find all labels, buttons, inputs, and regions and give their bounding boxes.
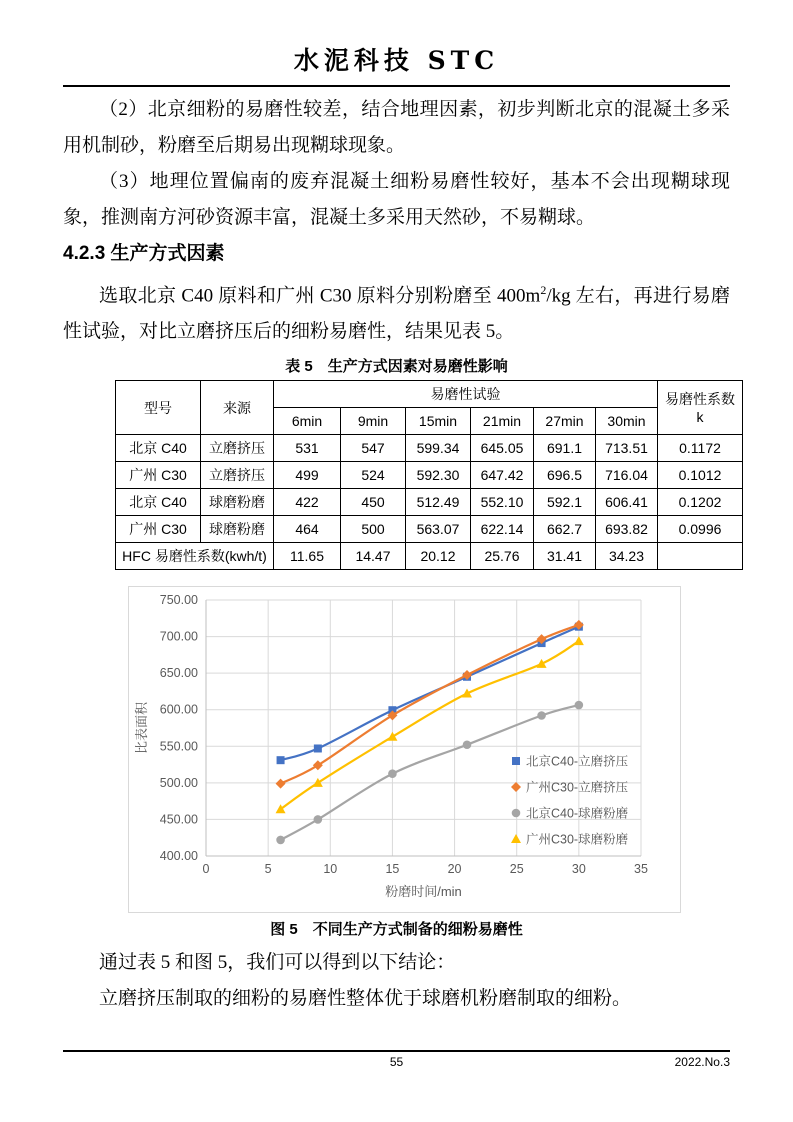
conclusion-point: 立磨挤压制取的细粉的易磨性整体优于球磨机粉磨制取的细粉。 [99,988,632,1010]
table-row [116,462,743,489]
x-axis-title: 粉磨时间/min [385,884,462,900]
cell-value: 31.41 [534,543,596,570]
cell-source: 立磨挤压 [201,462,274,489]
cell-value: 500 [341,516,406,543]
cell-value: 645.05 [471,435,534,462]
table-row [116,435,743,462]
column-header-test-group: 易磨性试验 [274,381,658,408]
cell-value: 25.76 [471,543,534,570]
cell-hfc-label: HFC 易磨性系数(kwh/t) [116,543,274,570]
cell-k: 0.1202 [658,489,743,516]
cell-value: 606.41 [596,489,658,516]
series-marker-diamond [511,782,521,792]
series-marker-square [314,745,322,753]
footer-rule [63,1050,730,1052]
cell-model: 北京 C40 [116,435,201,462]
page-footer [63,1050,730,1071]
table-row [116,489,743,516]
cell-value: 552.10 [471,489,534,516]
cell-value: 464 [274,516,341,543]
column-header-source: 来源 [201,381,274,435]
axis-label: 35 [634,862,648,877]
series-marker-circle [463,741,472,750]
legend-item-label: 北京C40-立磨挤压 [526,754,629,769]
paragraph-2: （2）北京细粉的易磨性较差，结合地理因素，初步判断北京的混凝土多采用机制砂，粉磨至后期易出现糊球现象。 [63,99,730,156]
cell-source: 球磨粉磨 [201,516,274,543]
axis-label: 10 [323,862,338,877]
cell-value: 512.49 [406,489,471,516]
axis-label: 0 [202,862,210,877]
section-heading: 4.2.3 生产方式因素 [63,243,225,264]
cell-value: 662.7 [534,516,596,543]
issue-label: 2022.No.3 [674,1055,730,1069]
legend-item-label: 北京C40-球磨粉磨 [526,806,629,821]
body-text [63,92,730,350]
axis-label: 15 [385,862,400,877]
conclusion-lead: 通过表 5 和图 5，我们可以得到以下结论： [99,952,456,974]
axis-label: 25 [509,862,524,877]
series-marker-circle [512,809,521,818]
cell-value: 696.5 [534,462,596,489]
series-marker-circle [314,815,323,824]
cell-value: 713.51 [596,435,658,462]
column-header-time: 27min [534,408,596,435]
legend-item-label: 广州C30-立磨挤压 [526,780,629,795]
axis-label: 550.00 [159,739,198,754]
cell-value: 450 [341,489,406,516]
cell-value: 14.47 [341,543,406,570]
superscript-2: 2 [540,283,547,297]
series-marker-circle [575,701,584,710]
table-caption: 表 5 生产方式因素对易磨性影响 [285,358,508,376]
cell-k: 0.0996 [658,516,743,543]
column-header-time: 9min [341,408,406,435]
series-marker-circle [537,712,546,721]
closing-text [63,945,730,1017]
series-marker-square [512,757,520,765]
cell-value: 647.42 [471,462,534,489]
cell-value: 599.34 [406,435,471,462]
cell-model: 广州 C30 [116,516,201,543]
header-rule [63,85,730,87]
legend-item-label: 广州C30-球磨粉磨 [526,832,629,847]
paragraph-3: （3）地理位置偏南的废弃混凝土细粉易磨性较好，基本不会出现糊球现象，推测南方河砂资源丰富，混凝土多采用天然砂，不易糊球。 [63,171,730,228]
cell-value: 691.1 [534,435,596,462]
grindability-table [115,380,743,570]
table-row [116,516,743,543]
cell-k-empty [658,543,743,570]
line-chart-svg [129,587,682,914]
intro-paragraph [63,272,730,350]
axis-label: 650.00 [159,666,198,681]
cell-source: 立磨挤压 [201,435,274,462]
cell-value: 592.30 [406,462,471,489]
cell-value: 422 [274,489,341,516]
table-header-row-1 [116,381,743,408]
axis-label: 400.00 [159,849,198,864]
column-header-time: 21min [471,408,534,435]
axis-label: 500.00 [159,776,198,791]
axis-label: 30 [571,862,586,877]
cell-k: 0.1012 [658,462,743,489]
line-chart [128,586,681,913]
table-row-hfc [116,543,743,570]
series-marker-circle [276,836,285,845]
cell-value: 499 [274,462,341,489]
series-marker-circle [388,770,397,779]
axis-label: 600.00 [159,703,198,718]
axis-label: 5 [264,862,272,877]
page-number: 55 [389,1055,404,1069]
axis-label: 700.00 [159,629,198,644]
cell-value: 11.65 [274,543,341,570]
series-marker-diamond [276,779,286,789]
cell-model: 北京 C40 [116,489,201,516]
series-marker-triangle [574,636,584,645]
cell-value: 34.23 [596,543,658,570]
y-axis-title: 比表面积 [134,702,149,755]
cell-value: 531 [274,435,341,462]
column-header-time: 6min [274,408,341,435]
cell-k: 0.1172 [658,435,743,462]
cell-value: 693.82 [596,516,658,543]
cell-source: 球磨粉磨 [201,489,274,516]
series-marker-square [277,757,285,765]
column-header-time: 15min [406,408,471,435]
cell-value: 592.1 [534,489,596,516]
cell-value: 524 [341,462,406,489]
column-header-time: 30min [596,408,658,435]
intro-text-suffix: /kg 左右，再进行易磨性试验，对比立磨挤压后的细粉易磨性，结果见表 5。 [63,285,730,343]
intro-text-prefix: 选取北京 C40 原料和广州 C30 原料分别粉磨至 400m [99,285,541,307]
journal-title: 水泥科技 STC [293,46,500,75]
cell-value: 547 [341,435,406,462]
cell-value: 20.12 [406,543,471,570]
series-marker-triangle [387,732,397,741]
cell-model: 广州 C30 [116,462,201,489]
column-header-model: 型号 [116,381,201,435]
figure-caption: 图 5 不同生产方式制备的细粉易磨性 [270,921,523,939]
column-header-k: 易磨性系数 k [658,381,743,435]
axis-label: 450.00 [159,812,198,827]
axis-label: 750.00 [159,593,198,608]
cell-value: 622.14 [471,516,534,543]
cell-value: 716.04 [596,462,658,489]
series-marker-triangle [511,834,521,843]
cell-value: 563.07 [406,516,471,543]
axis-label: 20 [447,862,462,877]
